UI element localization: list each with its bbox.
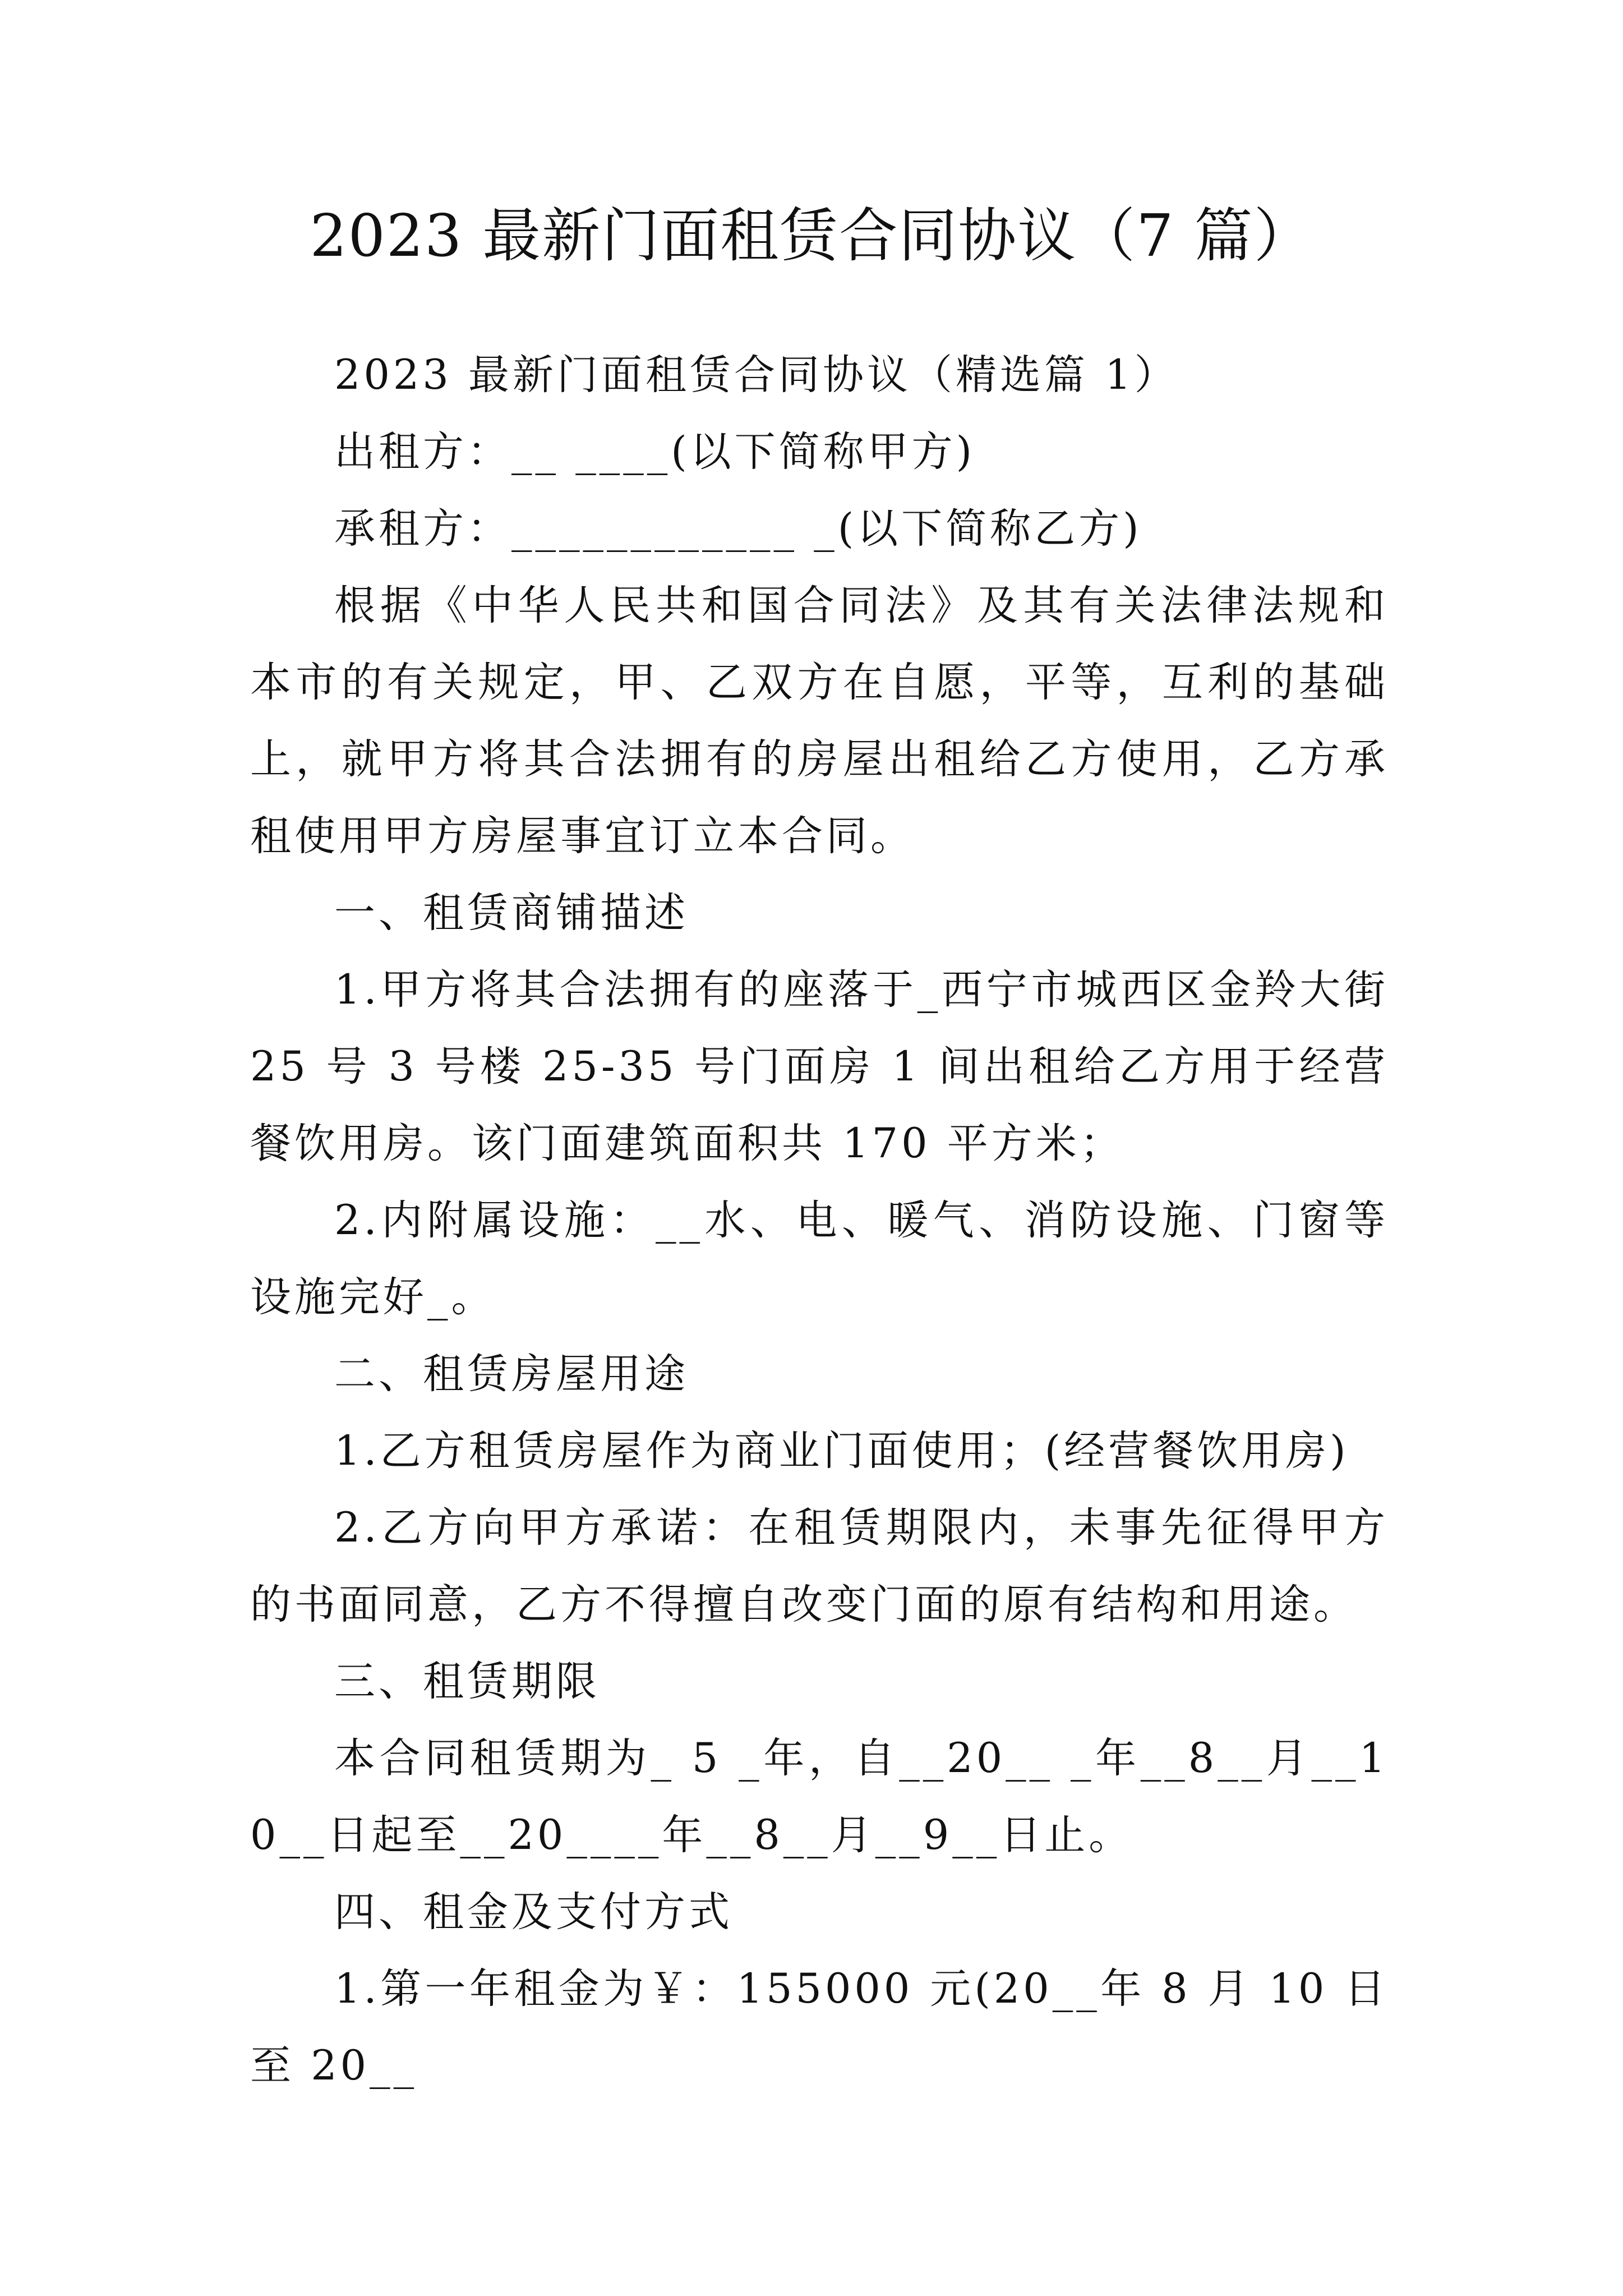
document-body <box>250 337 1389 2104</box>
heading-rent: 四、租金及支付方式 <box>334 1888 733 1936</box>
clause-facilities: 2.内附属设施：__水、电、暖气、消防设施、门窗等设施完好_。 <box>250 1197 1389 1321</box>
lessee-line: 承租方：____________ _(以下简称乙方) <box>334 505 1142 553</box>
heading-term: 三、租赁期限 <box>334 1658 600 1705</box>
clause-rent-1: 1.第一年租金为￥：155000 元(20__年 8 月 10 日至 20__ <box>250 1965 1389 2090</box>
heading-usage: 二、租赁房屋用途 <box>334 1350 689 1398</box>
lessor-line: 出租方：__ ____(以下简称甲方) <box>334 428 976 476</box>
clause-usage-2: 2.乙方向甲方承诺：在租赁期限内，未事先征得甲方的书面同意，乙方不得擅自改变门面的原有结构和用途。 <box>250 1504 1389 1628</box>
clause-location: 1.甲方将其合法拥有的座落于_西宁市城西区金羚大街 25 号 3 号楼 25-35 号门面房 1 间出租给乙方用于经营餐饮用房。该门面建筑面积共 170 平方米； <box>250 966 1389 1167</box>
section-subtitle: 2023 最新门面租赁合同协议（精选篇 1） <box>334 351 1179 399</box>
preamble-paragraph: 根据《中华人民共和国合同法》及其有关法律法规和本市的有关规定，甲、乙双方在自愿，平等，互利的基础上，就甲方将其合法拥有的房屋出租给乙方使用，乙方承租使用甲方房屋事宜订立本合同。 <box>250 582 1389 860</box>
document-title: 2023 最新门面租赁合同协议（7 篇） <box>310 201 1313 270</box>
clause-term: 本合同租赁期为_ 5 _年，自__20__ _年__8__月__10__日起至__20____年__8__月__9__日止。 <box>250 1734 1389 1859</box>
clause-usage-1: 1.乙方租赁房屋作为商业门面使用；(经营餐饮用房) <box>334 1427 1349 1475</box>
heading-shop-description: 一、租赁商铺描述 <box>334 889 689 937</box>
